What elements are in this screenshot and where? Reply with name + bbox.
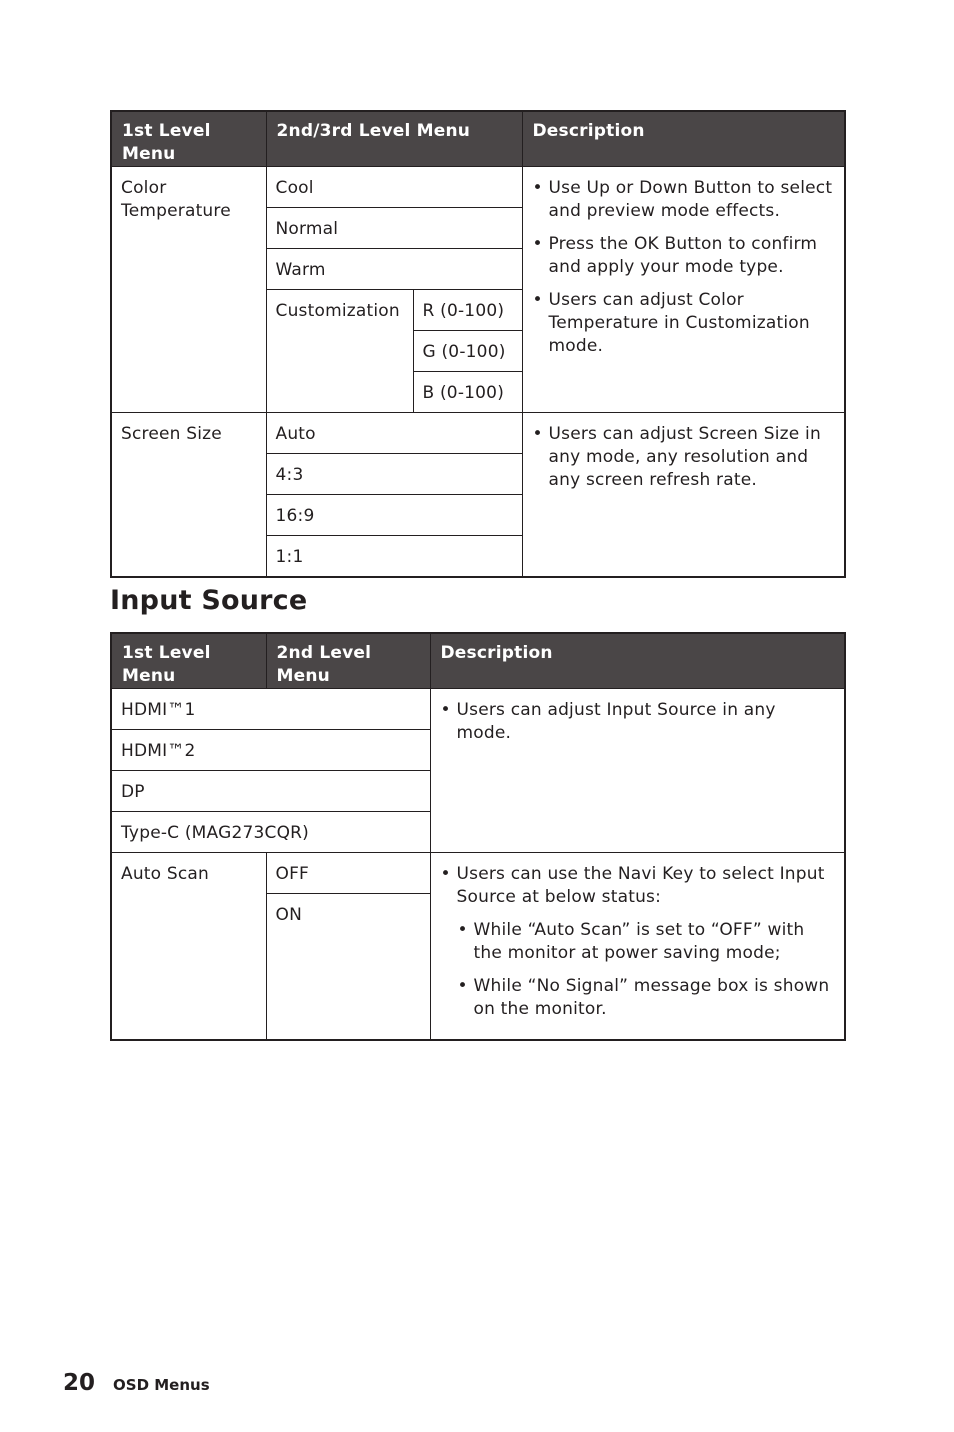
color-temperature-label: Color Temperature (111, 167, 266, 413)
header-1st-level: 1st Level Menu (111, 111, 266, 167)
page-number: 20 (63, 1370, 96, 1396)
source-hdmi1: HDMI™1 (111, 689, 430, 730)
header-description: Description (522, 111, 845, 167)
source-type-c: Type-C (MAG273CQR) (111, 812, 430, 853)
option-off: OFF (266, 853, 430, 894)
table-row (111, 167, 845, 208)
option-normal: Normal (266, 208, 522, 249)
list-item: • Use Up or Down Button to select and preview mode effects. (532, 177, 836, 223)
footer-section-label: OSD Menus (113, 1376, 210, 1394)
section-title: Input Source (110, 585, 308, 616)
option-4-3: 4:3 (266, 454, 522, 495)
option-1-1: 1:1 (266, 536, 522, 577)
option-auto: Auto (266, 413, 522, 454)
option-customization: Customization (266, 290, 413, 413)
table-header-row (111, 111, 845, 167)
list-item (440, 863, 836, 1021)
option-on: ON (266, 894, 430, 1041)
color-temperature-description (522, 167, 845, 413)
input-source-table (110, 632, 846, 1041)
screen-size-label: Screen Size (111, 413, 266, 577)
channel-red: R (0-100) (413, 290, 522, 331)
channel-green: G (0-100) (413, 331, 522, 372)
option-warm: Warm (266, 249, 522, 290)
sub-list-item: • While “Auto Scan” is set to “OFF” with the monitor at power saving mode; (457, 919, 836, 965)
header-2nd-3rd-level: 2nd/3rd Level Menu (266, 111, 522, 167)
color-settings-table (110, 110, 846, 578)
list-item: • Users can adjust Input Source in any mode. (440, 699, 836, 745)
list-item: • Users can adjust Color Temperature in Customization mode. (532, 289, 836, 358)
source-dp: DP (111, 771, 430, 812)
table-row (111, 413, 845, 454)
screen-size-description (522, 413, 845, 577)
option-cool: Cool (266, 167, 522, 208)
header-description: Description (430, 633, 845, 689)
source-hdmi2: HDMI™2 (111, 730, 430, 771)
table-row (111, 853, 845, 894)
table-header-row (111, 633, 845, 689)
auto-scan-description (430, 853, 845, 1041)
header-2nd-level: 2nd Level Menu (266, 633, 430, 689)
list-item: • Users can adjust Screen Size in any mode, any resolution and any screen refresh rate. (532, 423, 836, 492)
option-16-9: 16:9 (266, 495, 522, 536)
header-1st-level: 1st Level Menu (111, 633, 266, 689)
sub-list-item: • While “No Signal” message box is shown on the monitor. (457, 975, 836, 1021)
page-footer (63, 1370, 210, 1396)
table-row (111, 689, 845, 730)
auto-scan-label: Auto Scan (111, 853, 266, 1041)
sub-list (457, 919, 836, 1021)
list-item: • Press the OK Button to confirm and apply your mode type. (532, 233, 836, 279)
auto-scan-description-text: Users can use the Navi Key to select Input Source at below status: (456, 864, 825, 907)
channel-blue: B (0-100) (413, 372, 522, 413)
sources-description (430, 689, 845, 853)
